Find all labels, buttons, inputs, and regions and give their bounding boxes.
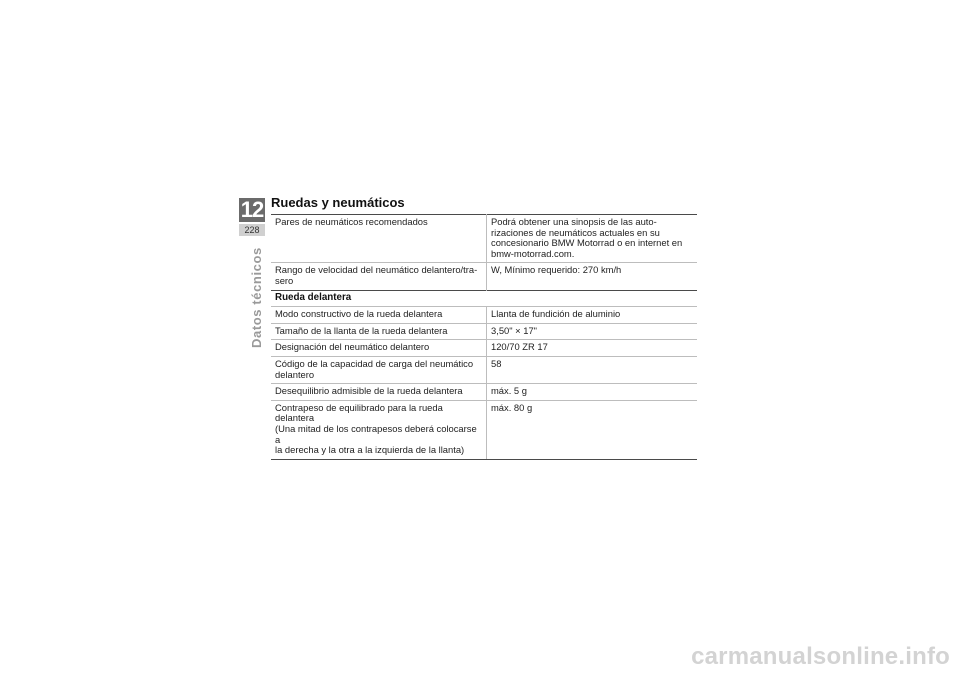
spec-value: máx. 80 g	[487, 400, 698, 459]
spec-label: Modo constructivo de la rueda delantera	[271, 307, 487, 324]
page-number: 228	[239, 224, 265, 236]
subsection-title: Rueda delantera	[271, 290, 697, 307]
spec-label: Código de la capacidad de carga del neumático delantero	[271, 356, 487, 383]
spec-value: 3,50" × 17"	[487, 323, 698, 340]
table-row	[271, 307, 697, 324]
watermark: carmanualsonline.info	[691, 643, 950, 670]
spec-value: W, Mínimo requerido: 270 km/h	[487, 263, 698, 290]
subsection-header-row	[271, 290, 697, 307]
spec-label: Designación del neumático delantero	[271, 340, 487, 357]
spec-label: Contrapeso de equilibrado para la rueda delantera (Una mitad de los contrapesos deberá colocarse a la derecha y la otra a la izquierda de la llanta)	[271, 400, 487, 459]
table-row	[271, 356, 697, 383]
spec-value: 58	[487, 356, 698, 383]
section-title: Ruedas y neumáticos	[271, 195, 405, 210]
spec-label: Tamaño de la llanta de la rueda delantera	[271, 323, 487, 340]
table-row	[271, 263, 697, 290]
spec-value: Llanta de fundición de aluminio	[487, 307, 698, 324]
spec-label: Rango de velocidad del neumático delantero/tra- sero	[271, 263, 487, 290]
table-row	[271, 384, 697, 401]
table-row	[271, 215, 697, 263]
chapter-number: 12	[240, 197, 264, 222]
chapter-marker	[239, 198, 265, 236]
spec-value: 120/70 ZR 17	[487, 340, 698, 357]
spec-label: Pares de neumáticos recomendados	[271, 215, 487, 263]
spec-value: máx. 5 g	[487, 384, 698, 401]
table-row	[271, 400, 697, 459]
spec-value: Podrá obtener una sinopsis de las auto- rizaciones de neumáticos actuales en su concesionario BMW Motorrad o en internet en bmw-motorrad.com.	[487, 215, 698, 263]
table-row	[271, 340, 697, 357]
spec-label: Desequilibrio admisible de la rueda delantera	[271, 384, 487, 401]
chapter-side-title: Datos técnicos	[249, 247, 264, 348]
spec-table	[271, 214, 697, 460]
table-row	[271, 323, 697, 340]
